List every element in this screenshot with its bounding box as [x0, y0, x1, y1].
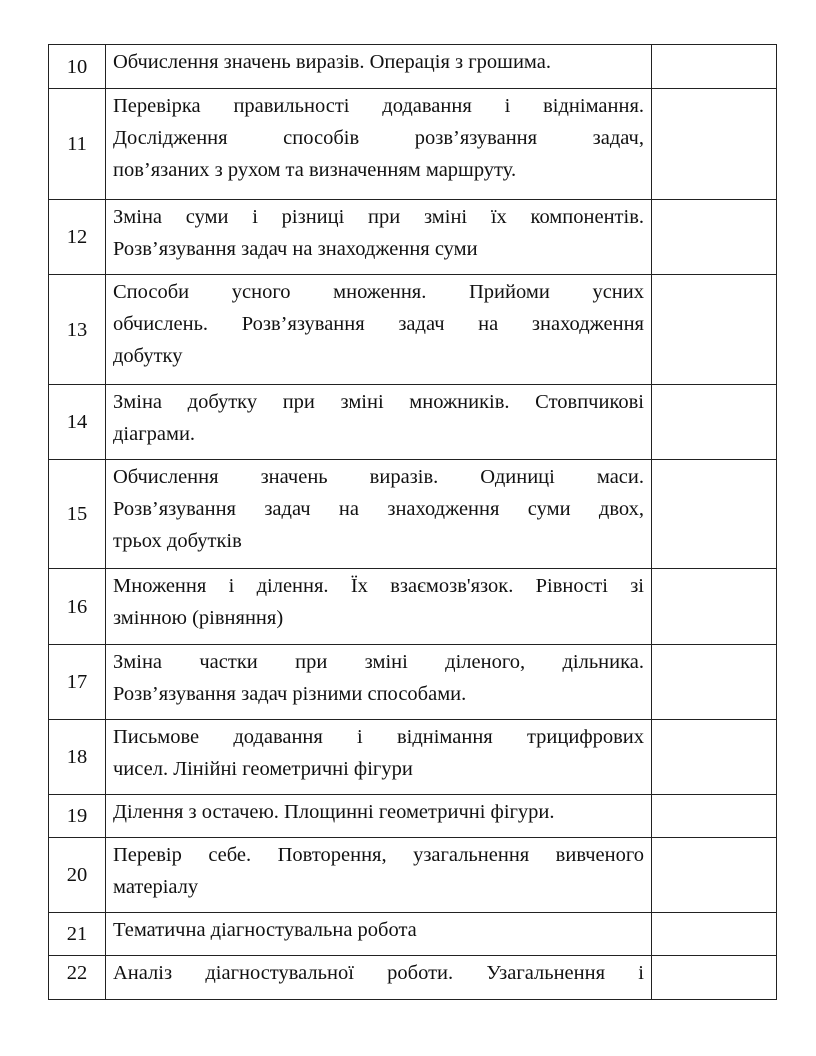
topic-line: пов’язаних з рухом та визначенням маршруту.: [113, 159, 517, 181]
topic-line: Зміна частки при зміні діленого, дільника.: [113, 651, 644, 673]
lesson-number: 15: [49, 460, 106, 569]
lesson-number: 10: [49, 45, 106, 89]
lesson-number: 21: [49, 913, 106, 956]
lesson-topic: [106, 460, 652, 569]
notes-cell: [652, 956, 777, 1000]
table-row: [49, 795, 777, 838]
topic-line: обчислень. Розв’язування задач на знаходження: [113, 313, 644, 335]
table-body: [49, 45, 777, 1000]
lesson-topic: [106, 838, 652, 913]
lesson-number: 12: [49, 200, 106, 275]
lesson-number: 22: [49, 956, 106, 1000]
lesson-topic: [106, 569, 652, 645]
notes-cell: [652, 913, 777, 956]
topic-line: матеріалу: [113, 876, 199, 898]
lesson-topic: [106, 200, 652, 275]
topic-line: Зміна суми і різниці при зміні їх компонентів.: [113, 206, 644, 228]
topic-line: Розв’язування задач на знаходження суми двох,: [113, 498, 644, 520]
lesson-number: 16: [49, 569, 106, 645]
topic-line: Аналіз діагностувальної роботи. Узагальнення і: [113, 962, 644, 984]
topic-line: чисел. Лінійні геометричні фігури: [113, 758, 413, 780]
lesson-topic: [106, 720, 652, 795]
lesson-number: 14: [49, 385, 106, 460]
notes-cell: [652, 385, 777, 460]
notes-cell: [652, 720, 777, 795]
topic-line: Дослідження способів розв’язування задач,: [113, 127, 644, 149]
table-row: [49, 913, 777, 956]
lesson-number: 13: [49, 275, 106, 385]
table-row: [49, 460, 777, 569]
lesson-topic: [106, 956, 652, 1000]
table-row: [49, 956, 777, 1000]
topic-line: трьох добутків: [113, 530, 242, 552]
notes-cell: [652, 645, 777, 720]
topic-line: Обчислення значень виразів. Операція з грошима.: [113, 51, 551, 73]
lesson-plan-table: [48, 44, 777, 1000]
table-row: [49, 569, 777, 645]
topic-line: Обчислення значень виразів. Одиниці маси.: [113, 466, 644, 488]
table-row: [49, 838, 777, 913]
notes-cell: [652, 569, 777, 645]
topic-line: добутку: [113, 345, 183, 367]
topic-line: Зміна добутку при зміні множників. Стовпчикові: [113, 391, 644, 413]
topic-line: Розв’язування задач різними способами.: [113, 683, 467, 705]
lesson-topic: [106, 45, 652, 89]
topic-line: Перевірка правильності додавання і віднімання.: [113, 95, 644, 117]
notes-cell: [652, 460, 777, 569]
topic-line: Розв’язування задач на знаходження суми: [113, 238, 478, 260]
notes-cell: [652, 838, 777, 913]
notes-cell: [652, 89, 777, 200]
lesson-number: 19: [49, 795, 106, 838]
table-row: [49, 89, 777, 200]
table-row: [49, 275, 777, 385]
table-row: [49, 720, 777, 795]
topic-line: Ділення з остачею. Площинні геометричні фігури.: [113, 801, 555, 823]
lesson-number: 20: [49, 838, 106, 913]
lesson-topic: [106, 913, 652, 956]
notes-cell: [652, 200, 777, 275]
topic-line: Тематична діагностувальна робота: [113, 919, 417, 941]
lesson-number: 17: [49, 645, 106, 720]
topic-line: змінною (рівняння): [113, 607, 284, 629]
table-row: [49, 385, 777, 460]
lesson-topic: [106, 645, 652, 720]
lesson-number: 18: [49, 720, 106, 795]
table-row: [49, 200, 777, 275]
lesson-topic: [106, 385, 652, 460]
table-row: [49, 45, 777, 89]
notes-cell: [652, 795, 777, 838]
topic-line: Способи усного множення. Прийоми усних: [113, 281, 644, 303]
table-row: [49, 645, 777, 720]
lesson-number: 11: [49, 89, 106, 200]
lesson-topic: [106, 275, 652, 385]
lesson-topic: [106, 89, 652, 200]
topic-line: Перевір себе. Повторення, узагальнення вивченого: [113, 844, 644, 866]
notes-cell: [652, 275, 777, 385]
topic-line: діаграми.: [113, 423, 196, 445]
notes-cell: [652, 45, 777, 89]
topic-line: Письмове додавання і віднімання трицифрових: [113, 726, 644, 748]
topic-line: Множення і ділення. Їх взаємозв'язок. Рівності зі: [113, 575, 644, 597]
lesson-topic: [106, 795, 652, 838]
